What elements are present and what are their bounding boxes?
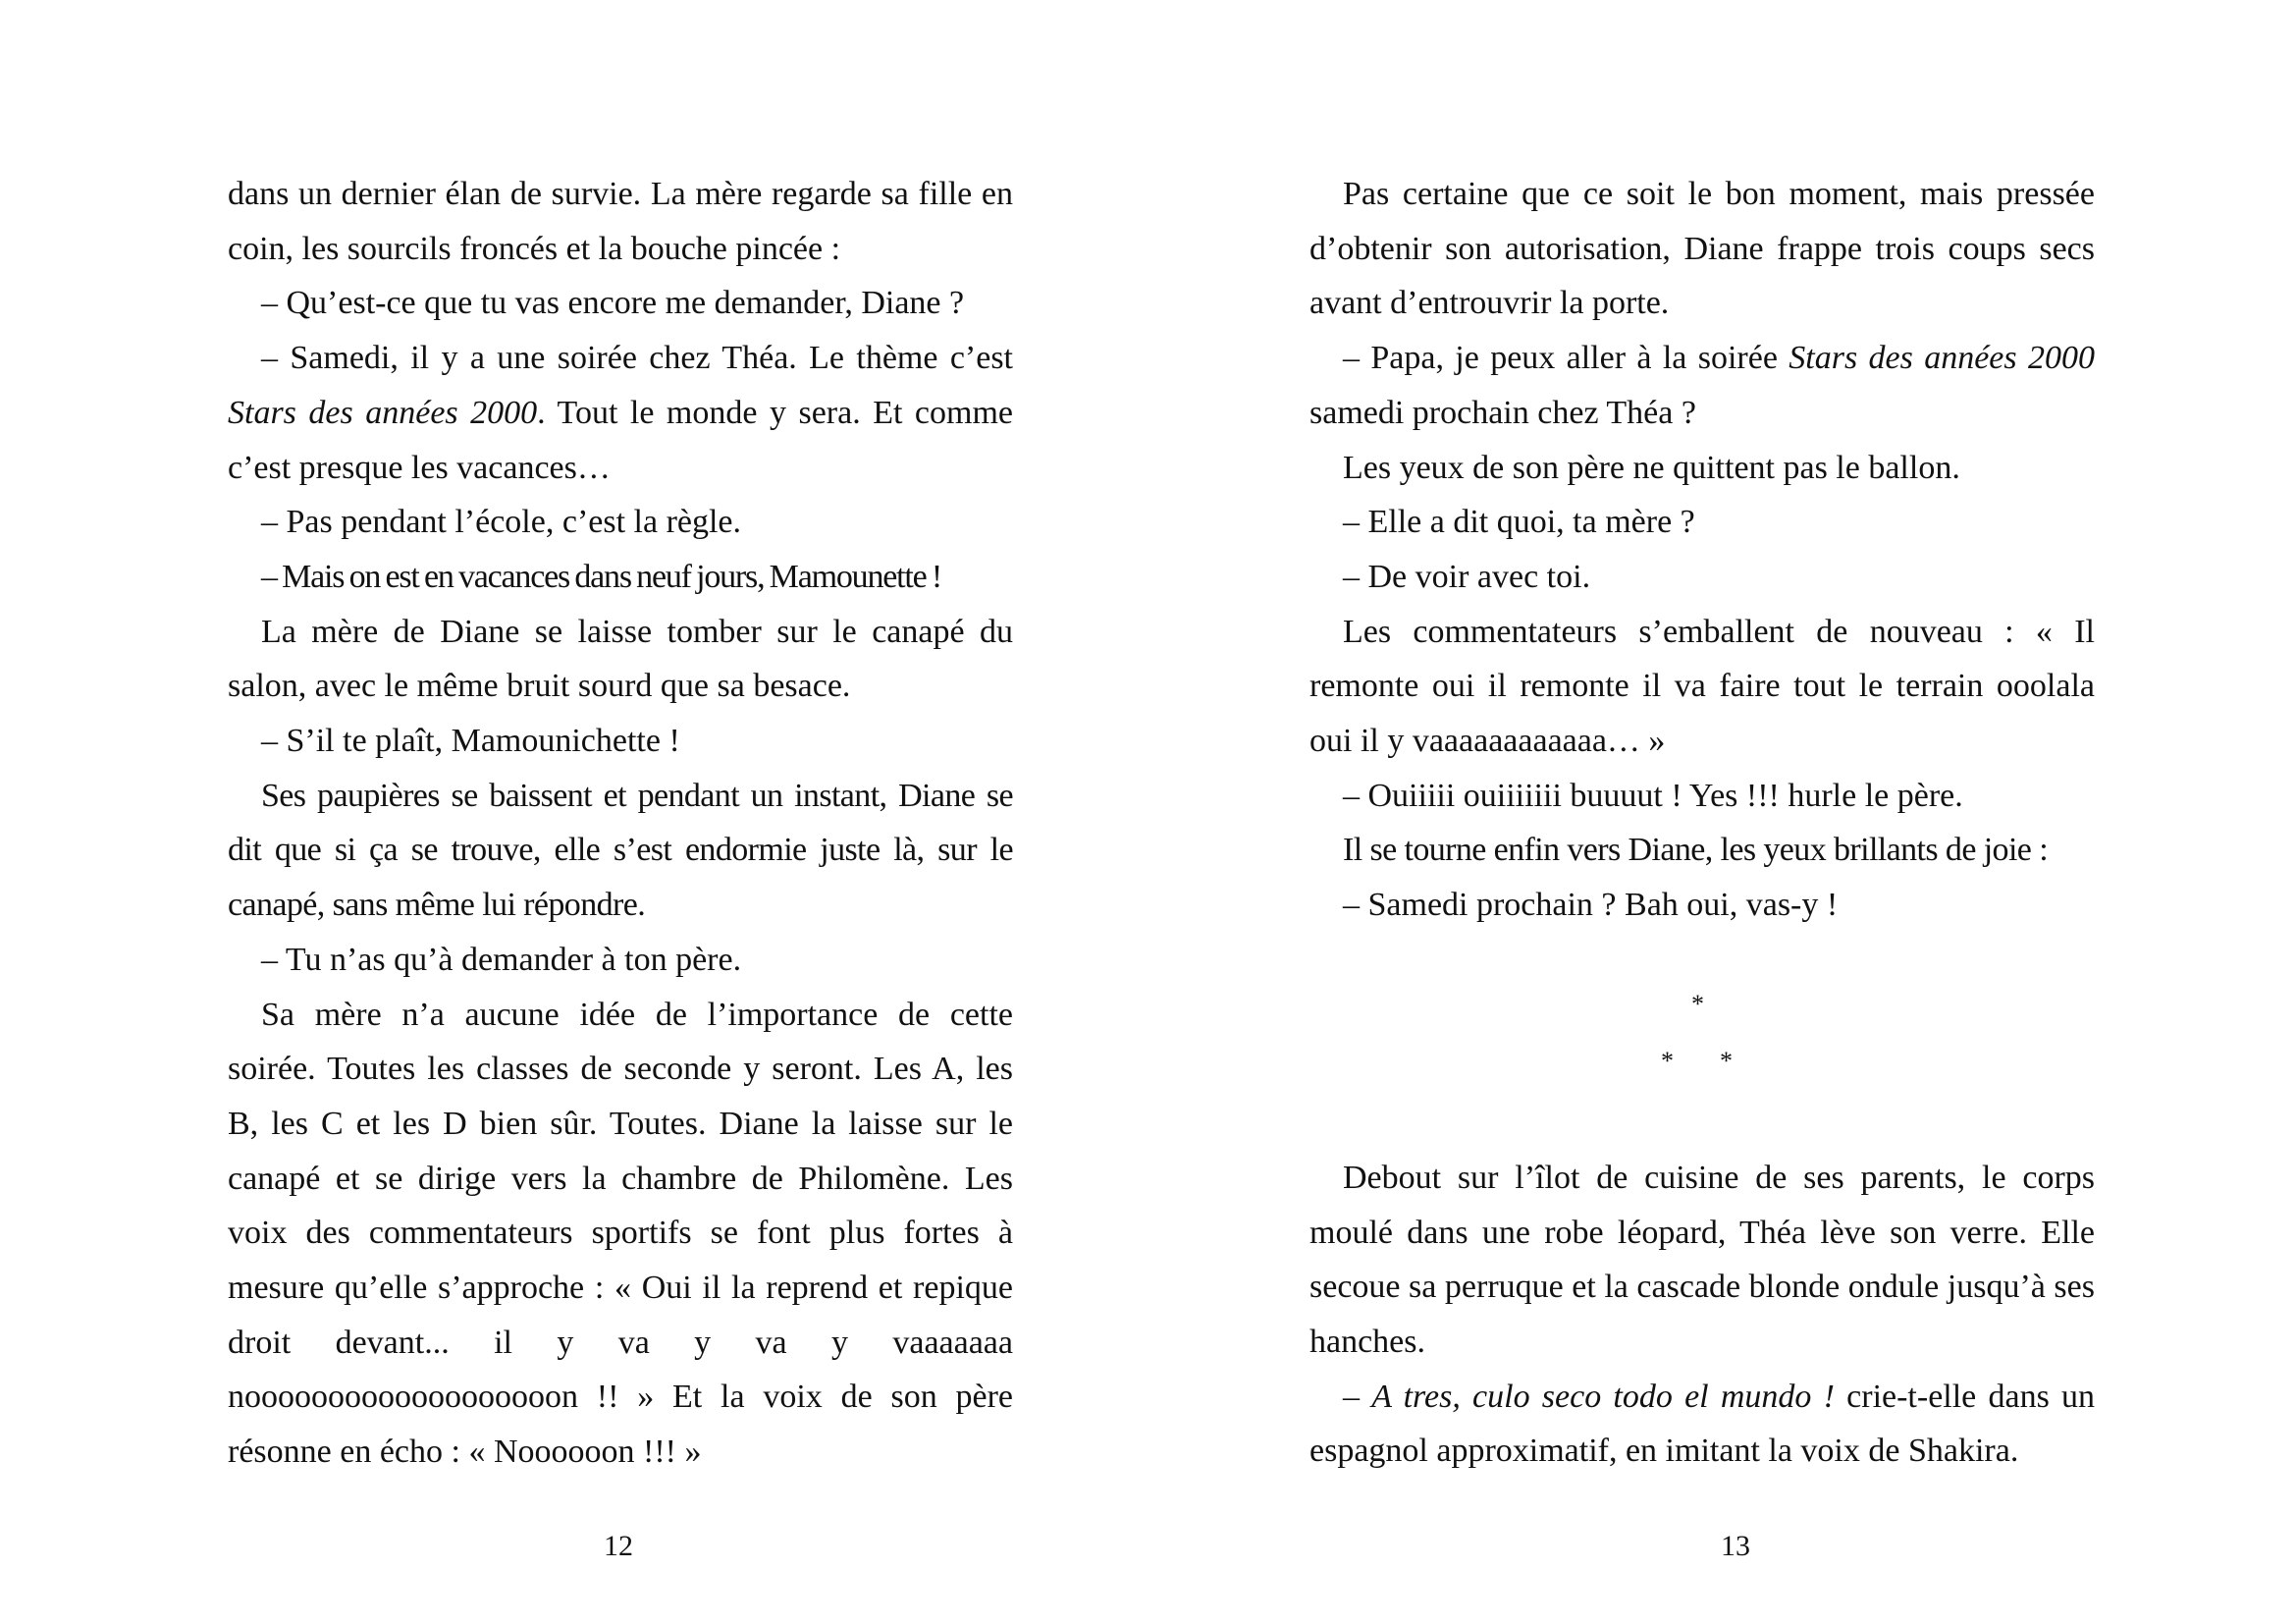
page-number: 13	[1721, 1530, 1750, 1562]
text-run: . Tout le monde y sera. Et comme c’est presque les vacances…	[228, 394, 1013, 486]
paragraph: Ses paupières se baissent et pendant un instant, Diane se dit que si ça se trouve, elle s’est endormie juste là, sur le canapé, sans même lui répondre.	[228, 777, 1013, 924]
dialogue-line: – Tu n’as qu’à demander à ton père.	[261, 941, 742, 978]
dialogue-line: – Elle a dit quoi, ta mère ?	[1343, 504, 1695, 541]
asterism-star: *	[1691, 989, 1704, 1018]
page-number: 12	[604, 1530, 633, 1562]
paragraph: Les commentateurs s’emballent de nouveau : « Il remonte oui il remonte il va faire tout le terrain ooolala oui il y vaaaaaaaaaaaa… »	[1309, 613, 2095, 760]
dialogue-line	[1309, 1370, 2095, 1479]
dialogue-line	[228, 331, 1013, 495]
italic-title: Stars des années 2000	[228, 394, 538, 431]
text-run: crie-t-elle dans un espagnol approximatif, en imitant la voix de Shakira.	[1309, 1378, 2096, 1470]
dialogue-line: – Samedi prochain ? Bah oui, vas-y !	[1343, 887, 1839, 924]
left-page-text	[228, 167, 1013, 1480]
paragraph: Pas certaine que ce soit le bon moment, mais pressée d’obtenir son autorisation, Diane frappe trois coups secs avant d’entrouvrir la porte.	[1309, 176, 2095, 322]
paragraph: Il se tourne enfin vers Diane, les yeux brillants de joie :	[1343, 832, 2049, 869]
paragraph: Sa mère n’a aucune idée de l’importance de cette soirée. Toutes les classes de seconde y seront. Les A, les B, les C et les D bien sûr. Toutes. Diane la laisse sur le canapé et se dirige vers la chambre de Philomène. Les voix des commentateurs sportifs se font plus fortes à mesure qu’elle s’approche : « Oui il la reprend et repique droit devant... il y va y va y vaaaaaaa nooooooooooooooooooon !! » Et la voix de son père résonne en écho : « Noooooon !!! »	[228, 996, 1013, 1471]
dialogue-line: – S’il te plaît, Mamounichette !	[261, 723, 680, 760]
right-page	[1148, 0, 2296, 1624]
text-run: –	[1343, 1378, 1372, 1415]
dialogue-line	[1309, 331, 2095, 440]
right-page-text	[1309, 167, 2095, 1479]
text-run: – Papa, je peux aller à la soirée	[1343, 340, 1789, 377]
dialogue-line: – Mais on est en vacances dans neuf jours, Mamounette !	[261, 558, 941, 595]
paragraph: La mère de Diane se laisse tomber sur le canapé du salon, avec le même bruit sourd que sa besace.	[228, 613, 1013, 705]
text-run: samedi prochain chez Théa ?	[1309, 394, 1696, 431]
paragraph: Debout sur l’îlot de cuisine de ses parents, le corps moulé dans une robe léopard, Théa lève son verre. Elle secoue sa perruque et la cascade blonde ondule jusqu’à ses hanches.	[1309, 1159, 2095, 1360]
italic-quote: A tres, culo seco todo el mundo !	[1371, 1378, 1835, 1415]
paragraph: Les yeux de son père ne quittent pas le ballon.	[1343, 449, 1960, 486]
dialogue-line: – Ouiiiii ouiiiiiii buuuut ! Yes !!! hurle le père.	[1343, 777, 1963, 814]
dialogue-line: – De voir avec toi.	[1343, 558, 1591, 595]
asterism-star: *	[1661, 1046, 1674, 1075]
section-break	[1309, 933, 2095, 1151]
text-run: – Samedi, il y a une soirée chez Théa. Le thème c’est	[261, 340, 1013, 377]
italic-title: Stars des années 2000	[1789, 340, 2095, 377]
asterism-star: *	[1720, 1046, 1733, 1075]
dialogue-line: – Qu’est-ce que tu vas encore me demander, Diane ?	[261, 285, 965, 322]
dialogue-line: – Pas pendant l’école, c’est la règle.	[261, 504, 742, 541]
paragraph: dans un dernier élan de survie. La mère regarde sa fille en coin, les sourcils froncés et la bouche pincée :	[228, 176, 1013, 267]
